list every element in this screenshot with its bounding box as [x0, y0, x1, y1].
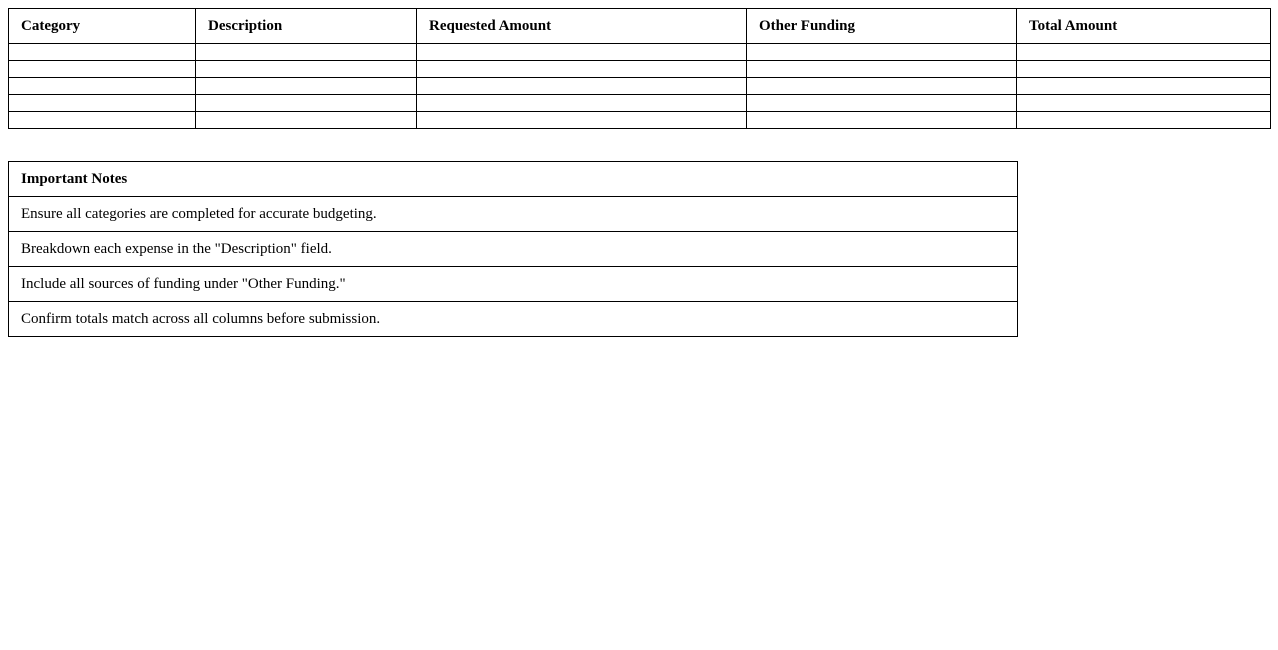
note-item: Include all sources of funding under "Other Funding." [9, 267, 1018, 302]
table-row [9, 112, 1271, 129]
table-cell-category[interactable] [9, 112, 196, 129]
important-notes-table [8, 161, 1018, 337]
table-cell-requested-amount[interactable] [417, 95, 747, 112]
budget-table-body [9, 44, 1271, 129]
note-row [9, 267, 1018, 302]
note-item: Confirm totals match across all columns before submission. [9, 302, 1018, 337]
table-cell-other-funding[interactable] [747, 44, 1017, 61]
table-cell-description[interactable] [196, 78, 417, 95]
column-header-requested-amount: Requested Amount [417, 9, 747, 44]
table-cell-description[interactable] [196, 61, 417, 78]
table-cell-description[interactable] [196, 95, 417, 112]
table-cell-category[interactable] [9, 61, 196, 78]
table-row [9, 61, 1271, 78]
table-cell-category[interactable] [9, 78, 196, 95]
table-cell-total-amount[interactable] [1017, 61, 1271, 78]
note-row [9, 197, 1018, 232]
table-cell-total-amount[interactable] [1017, 95, 1271, 112]
notes-title: Important Notes [9, 162, 1018, 197]
table-cell-requested-amount[interactable] [417, 112, 747, 129]
note-item: Breakdown each expense in the "Description" field. [9, 232, 1018, 267]
column-header-total-amount: Total Amount [1017, 9, 1271, 44]
budget-table-header [9, 9, 1271, 44]
table-cell-description[interactable] [196, 112, 417, 129]
note-row [9, 232, 1018, 267]
table-cell-requested-amount[interactable] [417, 61, 747, 78]
budget-table [8, 8, 1271, 129]
table-cell-category[interactable] [9, 95, 196, 112]
table-cell-total-amount[interactable] [1017, 78, 1271, 95]
table-row [9, 78, 1271, 95]
column-header-other-funding: Other Funding [747, 9, 1017, 44]
table-cell-description[interactable] [196, 44, 417, 61]
table-cell-other-funding[interactable] [747, 95, 1017, 112]
column-header-category: Category [9, 9, 196, 44]
table-cell-requested-amount[interactable] [417, 78, 747, 95]
column-header-description: Description [196, 9, 417, 44]
table-cell-total-amount[interactable] [1017, 44, 1271, 61]
header-row [9, 9, 1271, 44]
table-cell-total-amount[interactable] [1017, 112, 1271, 129]
table-cell-other-funding[interactable] [747, 112, 1017, 129]
table-row [9, 95, 1271, 112]
notes-header-row [9, 162, 1018, 197]
note-row [9, 302, 1018, 337]
table-cell-other-funding[interactable] [747, 78, 1017, 95]
table-cell-requested-amount[interactable] [417, 44, 747, 61]
note-item: Ensure all categories are completed for accurate budgeting. [9, 197, 1018, 232]
table-cell-other-funding[interactable] [747, 61, 1017, 78]
table-row [9, 44, 1271, 61]
table-cell-category[interactable] [9, 44, 196, 61]
